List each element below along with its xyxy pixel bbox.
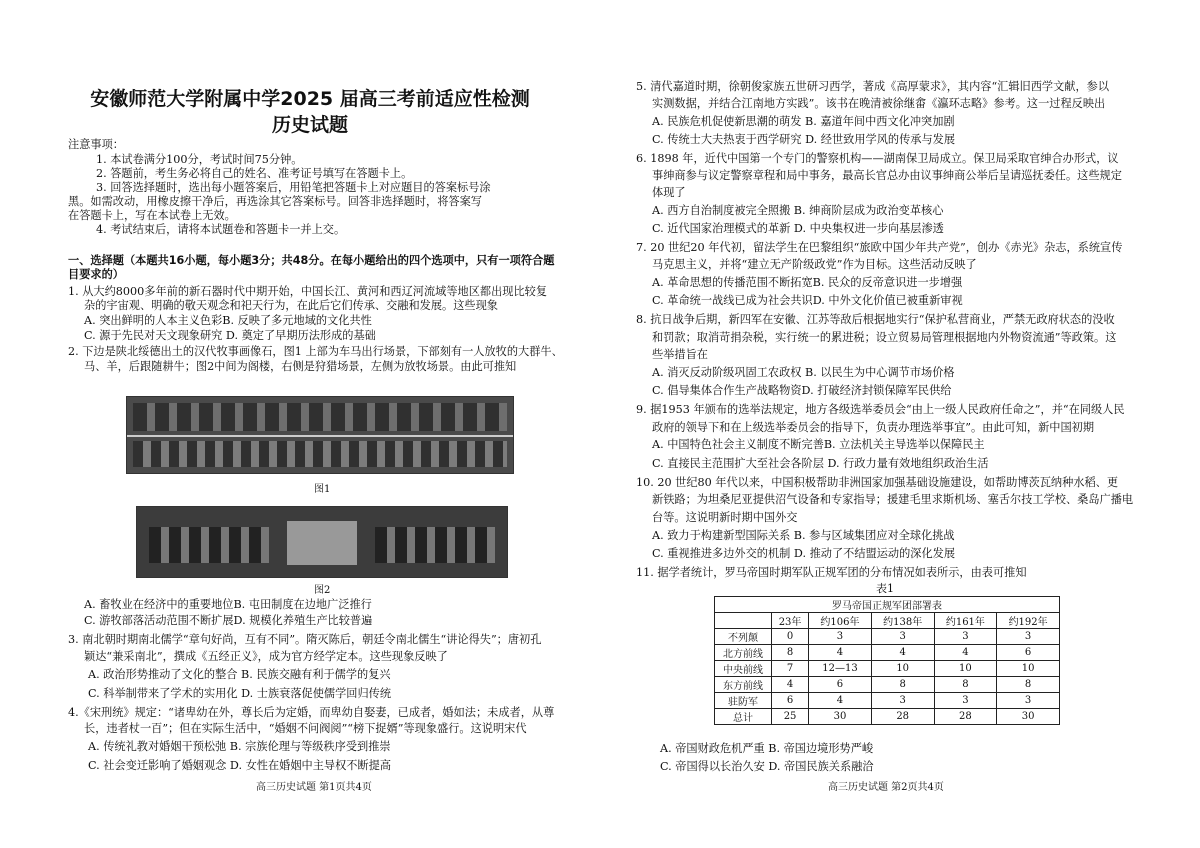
question-line: 和罚款；取消苛捐杂税，实行统一的累进税；设立贸易局管理根据地内外物资流通”等政策。这 xyxy=(652,331,1117,344)
question-line: 3. 南北朝时期南北儒学“章句好尚，互有不同”。隋灭陈后，朝廷令南北儒生“讲论得失”；唐初孔 xyxy=(68,633,542,646)
figure-1-caption: 图1 xyxy=(314,484,331,495)
table-cell: 4 xyxy=(809,645,872,661)
table-cell: 25 xyxy=(772,709,809,725)
table-cell: 8 xyxy=(997,677,1060,693)
question-line: 马、羊，后跟随耕牛；图2中间为阁楼，右侧是狩猎场景，左侧为放牧场景。由此可推知 xyxy=(84,360,517,373)
notice-line: 3. 回答选择题时，选出每小题答案后，用铅笔把答题卡上对应题目的答案标号涂 xyxy=(96,181,491,194)
question-line: 体现了 xyxy=(652,186,686,199)
table-cell: 30 xyxy=(809,709,872,725)
table-row xyxy=(715,629,1060,645)
question-line: 政府的领导下和在上级选举委员会的指导下，负责办理选举事宜”。由此可知，新中国初期 xyxy=(652,421,1095,434)
notice-line: 注意事项： xyxy=(68,138,124,151)
option-line: C. 科举制带来了学术的实用化 D. 士族衰落促使儒学回归传统 xyxy=(88,687,392,700)
question-line: 台等。这说明新时期中国外交 xyxy=(652,511,798,524)
table-cell: 8 xyxy=(934,677,997,693)
option-line: C. 源于先民对天文现象研究 D. 奠定了早期历法形成的基础 xyxy=(84,329,376,342)
question-line: 马克思主义，并将“建立无产阶级政党”作为目标。这些活动反映了 xyxy=(652,258,977,271)
table-cell: 3 xyxy=(997,693,1060,709)
table-cell: 10 xyxy=(934,661,997,677)
option-line: A. 突出鲜明的人本主义色彩B. 反映了多元地域的文化共性 xyxy=(84,314,372,327)
exam-title: 安徽师范大学附属中学2025 届高三考前适应性检测 xyxy=(90,88,530,110)
question-line: 长，违者杖一百”；但在实际生活中，“婚姻不问阀阅”“榜下捉婿”等现象盛行。这说明宋代 xyxy=(84,722,527,735)
question-line: 8. 抗日战争后期，新四军在安徽、江苏等敌后根据地实行“保护私营商业，严禁无政府状态的没收 xyxy=(636,313,1115,326)
table-cell: 4 xyxy=(871,645,934,661)
table-cell: 28 xyxy=(934,709,997,725)
page-footer: 高三历史试题 第2页共4页 xyxy=(828,782,944,793)
table-cell: 8 xyxy=(772,645,809,661)
option-line: C. 重视推进多边外交的机制 D. 推动了不结盟运动的深化发展 xyxy=(652,547,956,560)
column-header: 约192年 xyxy=(997,613,1060,629)
table-cell: 北方前线 xyxy=(715,645,772,661)
table-cell: 10 xyxy=(997,661,1060,677)
table-cell: 30 xyxy=(997,709,1060,725)
question-line: 杂的宇宙观、明确的敬天观念和祀天行为，在此后它们传承、交融和发展。这些现象 xyxy=(84,299,498,312)
question-line: 些举措旨在 xyxy=(652,348,708,361)
table-cell: 6 xyxy=(772,693,809,709)
column-header xyxy=(715,613,772,629)
table-cell: 3 xyxy=(871,693,934,709)
table-cell: 0 xyxy=(772,629,809,645)
exam-subtitle: 历史试题 xyxy=(271,114,348,136)
question-line: 1. 从大约8000多年前的新石器时代中期开始，中国长江、黄河和西辽河流域等地区都出现比较复 xyxy=(68,285,548,298)
table-cell: 28 xyxy=(871,709,934,725)
option-line: A. 中国特色社会主义制度不断完善B. 立法机关主导选举以保障民主 xyxy=(652,438,985,451)
figure-1-image xyxy=(126,396,514,474)
option-line: C. 倡导集体合作生产战略物资D. 打破经济封锁保障军民供给 xyxy=(652,384,952,397)
table-cell: 4 xyxy=(934,645,997,661)
option-line: C. 游牧部落活动范围不断扩展D. 规模化养殖生产比较普遍 xyxy=(84,614,373,627)
question-line: 2. 下边是陕北绥德出土的汉代牧事画像石，图1 上部为车马出行场景，下部刻有一人放牧的大群牛、 xyxy=(68,345,563,358)
table-cell: 3 xyxy=(934,693,997,709)
table-cell: 10 xyxy=(871,661,934,677)
option-line: C. 近代国家治理模式的革新 D. 中央集权进一步向基层渗透 xyxy=(652,222,944,235)
table-cell: 12—13 xyxy=(809,661,872,677)
table-cell: 7 xyxy=(772,661,809,677)
column-header: 23年 xyxy=(772,613,809,629)
option-line: A. 传统礼教对婚姻干预松弛 B. 宗族伦理与等级秩序受到推崇 xyxy=(88,740,391,753)
option-line: A. 革命思想的传播范围不断拓宽B. 民众的反帝意识进一步增强 xyxy=(652,276,963,289)
figure-2-image xyxy=(136,506,508,578)
question-line: 9. 据1953 年颁布的选举法规定，地方各级选举委员会“由上一级人民政府任命之”，并“在同级人民 xyxy=(636,403,1125,416)
question-line: 11. 据学者统计，罗马帝国时期军队正规军团的分布情况如表所示，由表可推知 xyxy=(636,566,1027,579)
option-line: A. 西方自治制度被完全照搬 B. 绅商阶层成为政治变革核心 xyxy=(652,204,944,217)
notice-line: 在答题卡上，写在本试卷上无效。 xyxy=(68,209,236,222)
table-cell: 总计 xyxy=(715,709,772,725)
table-cell: 东方前线 xyxy=(715,677,772,693)
option-line: A. 畜牧业在经济中的重要地位B. 屯田制度在边地广泛推行 xyxy=(84,598,372,611)
option-line: A. 民族危机促使新思潮的萌发 B. 嘉道年间中西文化冲突加剧 xyxy=(652,115,955,128)
section-heading: 目要求的） xyxy=(68,268,124,281)
table-cell: 中央前线 xyxy=(715,661,772,677)
table-header-row xyxy=(715,613,1060,629)
notice-line: 4. 考试结束后，请将本试题卷和答题卡一并上交。 xyxy=(96,223,346,236)
table-cell: 6 xyxy=(809,677,872,693)
option-line: A. 致力于构建新型国际关系 B. 参与区域集团应对全球化挑战 xyxy=(652,529,955,542)
notice-line: 2. 答题前，考生务必将自己的姓名、准考证号填写在答题卡上。 xyxy=(96,167,413,180)
question-line: 6. 1898 年，近代中国第一个专门的警察机构——湖南保卫局成立。保卫局采取官绅合办形式，议 xyxy=(636,152,1119,165)
notice-line: 1. 本试卷满分100分，考试时间75分钟。 xyxy=(96,153,303,166)
table-title: 罗马帝国正规军团部署表 xyxy=(715,597,1060,613)
table-cell: 3 xyxy=(809,629,872,645)
notice-line: 黑。如需改动，用橡皮擦干净后，再选涂其它答案标号。回答非选择题时，将答案写 xyxy=(68,195,482,208)
question-line: 7. 20 世纪20 年代初，留法学生在巴黎组织“旅欧中国少年共产党”，创办《赤光》杂志，系统宣传 xyxy=(636,241,1123,254)
table-cell: 驻防军 xyxy=(715,693,772,709)
question-line: 新铁路；为坦桑尼亚提供沼气设备和专家指导；援建毛里求斯机场、塞舌尔技工学校、桑岛广播电 xyxy=(652,493,1134,506)
table-cell: 8 xyxy=(871,677,934,693)
section-heading: 一、选择题（本题共16小题，每小题3分；共48分。在每小题给出的四个选项中，只有一项符合题 xyxy=(68,254,555,267)
option-line: A. 帝国财政危机严重 B. 帝国边境形势严峻 xyxy=(660,742,874,755)
option-line: C. 革命统一战线已成为社会共识D. 中外文化价值已被重新审视 xyxy=(652,294,963,307)
table-row xyxy=(715,709,1060,725)
table-cell: 3 xyxy=(997,629,1060,645)
table-caption: 表1 xyxy=(876,582,894,595)
table-cell: 6 xyxy=(997,645,1060,661)
right-page xyxy=(636,0,1156,848)
question-line: 10. 20 世纪80 年代以来，中国积极帮助非洲国家加强基础设施建设，如帮助博茨瓦纳种水稻、更 xyxy=(636,476,1119,489)
option-line: A. 消灭反动阶级巩固工农政权 B. 以民生为中心调节市场价格 xyxy=(652,366,955,379)
table-cell: 不列颠 xyxy=(715,629,772,645)
question-line: 事绅商参与议定警察章程和局中事务，最高长官总办由议事绅商公举后呈请巡抚委任。这些规定 xyxy=(652,169,1122,182)
figure-2-caption: 图2 xyxy=(314,585,331,596)
column-header: 约161年 xyxy=(934,613,997,629)
question-line: 4.《宋刑统》规定：“诸卑幼在外，尊长后为定婚，而卑幼自娶妻，已成者，婚如法；未成者，从尊 xyxy=(68,706,555,719)
table-cell: 4 xyxy=(772,677,809,693)
table-row xyxy=(715,661,1060,677)
table-row xyxy=(715,677,1060,693)
column-header: 约138年 xyxy=(871,613,934,629)
option-line: C. 直接民主范围扩大至社会各阶层 D. 行政力量有效地组织政治生活 xyxy=(652,457,989,470)
question-line: 5. 清代嘉道时期，徐朝俊家族五世研习西学，著成《高厚蒙求》，其内容“汇辑旧西学文献，参以 xyxy=(636,80,1110,93)
option-line: C. 帝国得以长治久安 D. 帝国民族关系融洽 xyxy=(660,760,874,773)
legion-table xyxy=(714,596,1060,725)
left-page xyxy=(60,0,580,848)
option-line: C. 社会变迁影响了婚姻观念 D. 女性在婚姻中主导权不断提高 xyxy=(88,759,392,772)
table-row xyxy=(715,645,1060,661)
table-cell: 3 xyxy=(871,629,934,645)
table-cell: 3 xyxy=(934,629,997,645)
table-row xyxy=(715,693,1060,709)
question-line: 颖达“兼采南北”，撰成《五经正义》，成为官方经学定本。这些现象反映了 xyxy=(84,650,448,663)
question-line: 实测数据，并结合江南地方实践”。该书在晚清被徐继畬《瀛环志略》参考。这一过程反映出 xyxy=(652,97,1106,110)
page-footer: 高三历史试题 第1页共4页 xyxy=(256,782,372,793)
column-header: 约106年 xyxy=(809,613,872,629)
table-cell: 4 xyxy=(809,693,872,709)
option-line: A. 政治形势推动了文化的整合 B. 民族交融有利于儒学的复兴 xyxy=(88,668,391,681)
option-line: C. 传统士大夫热衷于西学研究 D. 经世致用学风的传承与发展 xyxy=(652,133,956,146)
